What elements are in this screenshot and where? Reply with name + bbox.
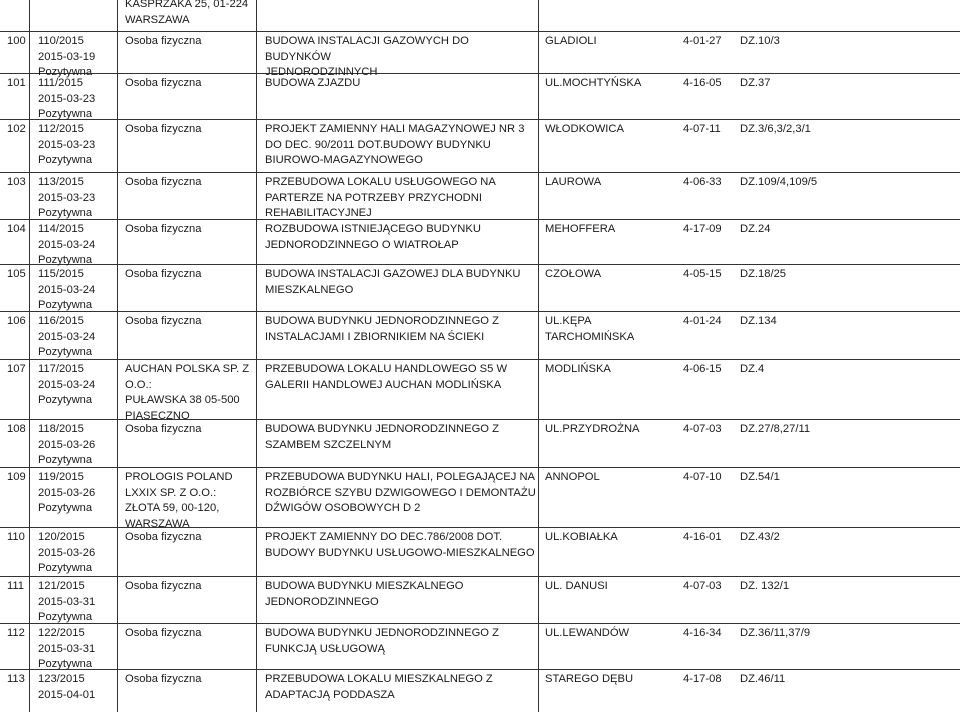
plot-cell: DZ.27/8,27/11 — [740, 423, 811, 435]
grid-line-v — [256, 0, 257, 712]
row-number: 110 — [7, 531, 25, 543]
decision-number: 115/2015 — [38, 268, 84, 280]
row-number: 112 — [7, 627, 25, 639]
plot-cell: DZ.10/3 — [740, 35, 780, 47]
plot-cell: DZ.4 — [740, 363, 765, 375]
decision-number: 120/2015 — [38, 531, 85, 543]
decision-date: 2015-03-31 — [38, 642, 96, 655]
precinct-cell: 4-16-34 — [683, 627, 722, 639]
grid-line-h — [0, 264, 960, 265]
precinct-cell: 4-01-27 — [683, 35, 722, 47]
grid-line-h — [0, 359, 960, 360]
plot-cell: DZ.134 — [740, 315, 777, 327]
decision-status: Pozytywna — [38, 562, 93, 574]
precinct-cell: 4-06-15 — [683, 363, 722, 375]
description-cell: BUDOWA BUDYNKU JEDNORODZINNEGO Z SZAMBEM SZCZELNYM — [265, 423, 499, 451]
street-cell: WŁODKOWICA — [545, 123, 624, 135]
decision-number: 118/2015 — [38, 423, 84, 435]
description-cell: PROJEKT ZAMIENNY HALI MAGAZYNOWEJ NR 3 DO DEC. 90/2011 DOT.BUDOWY BUDYNKU BIUROWO-MAGAZYNOWEGO — [265, 123, 525, 166]
row-number: 105 — [7, 268, 26, 280]
investor-cell: Osoba fizyczna — [125, 627, 202, 639]
plot-cell: DZ.46/11 — [740, 673, 786, 685]
plot-cell: DZ.43/2 — [740, 531, 780, 543]
decision-status: Pozytywna — [38, 299, 93, 311]
description-cell: BUDOWA ZJAZDU — [265, 77, 361, 89]
row-number: 101 — [7, 77, 26, 89]
description-cell: ROZBUDOWA ISTNIEJĄCEGO BUDYNKU JEDNORODZINNEGO O WIATROŁAP — [265, 223, 481, 251]
row-number: 103 — [7, 176, 26, 188]
grid-line-h — [0, 576, 960, 577]
grid-line-v — [117, 0, 118, 712]
precinct-cell: 4-05-15 — [683, 268, 722, 280]
decision-status: Pozytywna — [38, 154, 93, 166]
row-number: 104 — [7, 223, 26, 235]
row-number: 111 — [7, 580, 25, 592]
street-cell: UL.PRZYDROŻNA — [545, 423, 640, 435]
plot-cell: DZ.18/25 — [740, 268, 787, 280]
precinct-cell: 4-17-08 — [683, 673, 722, 685]
top-fragment-address: KASPRZAKA 25, 01-224 WARSZAWA — [125, 0, 249, 26]
grid-line-h — [0, 172, 960, 173]
decision-number: 123/2015 — [38, 673, 85, 685]
decision-status: Pozytywna — [38, 502, 93, 514]
row-number: 106 — [7, 315, 26, 327]
street-cell: UL.LEWANDÓW — [545, 627, 630, 639]
decision-date: 2015-03-26 — [38, 438, 96, 451]
precinct-cell: 4-07-03 — [683, 580, 722, 592]
precinct-cell: 4-16-01 — [683, 531, 722, 543]
investor-cell: AUCHAN POLSKA SP. Z O.O.: PUŁAWSKA 38 05-500 PIASECZNO — [125, 363, 250, 422]
decision-number: 114/2015 — [38, 223, 84, 235]
description-cell: BUDOWA INSTALACJI GAZOWEJ DLA BUDYNKU MIESZKALNEGO — [265, 268, 521, 296]
decision-date: 2015-03-31 — [38, 595, 96, 608]
description-cell: PRZEBUDOWA LOKALU MIESZKALNEGO Z ADAPTACJĄ PODDASZA — [265, 673, 493, 701]
plot-cell: DZ. 132/1 — [740, 580, 790, 592]
precinct-cell: 4-16-05 — [683, 77, 722, 89]
decision-date: 2015-03-19 — [38, 50, 96, 63]
grid-line-v — [538, 0, 539, 712]
precinct-cell: 4-01-24 — [683, 315, 722, 327]
description-cell: BUDOWA BUDYNKU JEDNORODZINNEGO Z INSTALACJAMI I ZBIORNIKIEM NA ŚCIEKI — [265, 315, 499, 343]
investor-cell: Osoba fizyczna — [125, 268, 202, 280]
street-cell: UL.KOBIAŁKA — [545, 531, 618, 543]
street-cell: MODLIŃSKA — [545, 363, 611, 375]
investor-cell: Osoba fizyczna — [125, 176, 202, 188]
decision-status: Pozytywna — [38, 658, 93, 670]
investor-cell: Osoba fizyczna — [125, 223, 202, 235]
investor-cell: Osoba fizyczna — [125, 35, 202, 47]
plot-cell: DZ.54/1 — [740, 471, 780, 483]
decision-date: 2015-03-24 — [38, 330, 96, 343]
precinct-cell: 4-06-33 — [683, 176, 722, 188]
decision-status: Pozytywna — [38, 254, 93, 266]
decision-status: Pozytywna — [38, 108, 93, 120]
street-cell: ANNOPOL — [545, 471, 600, 483]
street-cell: UL.MOCHTYŃSKA — [545, 77, 642, 89]
precinct-cell: 4-17-09 — [683, 223, 722, 235]
investor-cell: Osoba fizyczna — [125, 123, 202, 135]
precinct-cell: 4-07-10 — [683, 471, 722, 483]
decision-status: Pozytywna — [38, 611, 93, 623]
grid-line-h — [0, 119, 960, 120]
decision-number: 112/2015 — [38, 123, 84, 135]
street-cell: UL.KĘPA TARCHOMIŃSKA — [545, 315, 635, 343]
plot-cell: DZ.109/4,109/5 — [740, 176, 818, 188]
street-cell: UL. DANUSI — [545, 580, 608, 592]
decision-status: Pozytywna — [38, 454, 93, 466]
description-cell: PROJEKT ZAMIENNY DO DEC.786/2008 DOT. BUDOWY BUDYNKU USŁUGOWO-MIESZKALNEGO — [265, 531, 535, 559]
plot-cell: DZ.24 — [740, 223, 771, 235]
plot-cell: DZ.37 — [740, 77, 771, 89]
street-cell: MEHOFFERA — [545, 223, 616, 235]
decision-number: 116/2015 — [38, 315, 84, 327]
grid-line-h — [0, 311, 960, 312]
description-cell: PRZEBUDOWA LOKALU HANDLOWEGO S5 W GALERII HANDLOWEJ AUCHAN MODLIŃSKA — [265, 363, 508, 391]
decision-date: 2015-03-24 — [38, 283, 96, 296]
decision-status: Pozytywna — [38, 346, 93, 358]
decision-number: 122/2015 — [38, 627, 85, 639]
decision-number: 111/2015 — [38, 77, 83, 89]
investor-cell: Osoba fizyczna — [125, 423, 202, 435]
row-number: 100 — [7, 35, 26, 47]
row-number: 109 — [7, 471, 26, 483]
decision-date: 2015-03-24 — [38, 378, 96, 391]
grid-line-h — [0, 31, 960, 32]
precinct-cell: 4-07-03 — [683, 423, 722, 435]
row-number: 107 — [7, 363, 26, 375]
investor-cell: PROLOGIS POLAND LXXIX SP. Z O.O.: ZŁOTA 59, 00-120, WARSZAWA — [125, 471, 233, 530]
precinct-cell: 4-07-11 — [683, 123, 721, 135]
decision-number: 119/2015 — [38, 471, 84, 483]
investor-cell: Osoba fizyczna — [125, 315, 202, 327]
decision-date: 2015-03-23 — [38, 92, 96, 105]
investor-cell: Osoba fizyczna — [125, 77, 202, 89]
decision-status: Pozytywna — [38, 394, 93, 406]
street-cell: LAUROWA — [545, 176, 602, 188]
decision-date: 2015-03-24 — [38, 238, 96, 251]
investor-cell: Osoba fizyczna — [125, 580, 202, 592]
decision-date: 2015-04-01 — [38, 688, 96, 701]
decision-number: 110/2015 — [38, 35, 84, 47]
decision-number: 113/2015 — [38, 176, 84, 188]
plot-cell: DZ.36/11,37/9 — [740, 627, 811, 639]
row-number: 113 — [7, 673, 25, 685]
description-cell: BUDOWA BUDYNKU MIESZKALNEGO JEDNORODZINNEGO — [265, 580, 464, 608]
decision-date: 2015-03-23 — [38, 138, 96, 151]
street-cell: GLADIOLI — [545, 35, 597, 47]
decision-number: 117/2015 — [38, 363, 84, 375]
decision-number: 121/2015 — [38, 580, 85, 592]
grid-line-h — [0, 623, 960, 624]
decision-status: Pozytywna — [38, 207, 93, 219]
row-number: 102 — [7, 123, 26, 135]
grid-line-v — [29, 0, 30, 712]
investor-cell: Osoba fizyczna — [125, 531, 202, 543]
decision-date: 2015-03-26 — [38, 486, 96, 499]
description-cell: BUDOWA BUDYNKU JEDNORODZINNEGO Z FUNKCJĄ USŁUGOWĄ — [265, 627, 499, 655]
description-cell: PRZEBUDOWA LOKALU USŁUGOWEGO NA PARTERZE NA POTRZEBY PRZYCHODNI REHABILITACYJNEJ — [265, 176, 496, 219]
description-cell: PRZEBUDOWA BUDYNKU HALI, POLEGAJĄCEJ NA ROZBIÓRCE SZYBU DZWIGOWEGO I DEMONTAŻU DŹWIGÓW OSOBOWYCH D 2 — [265, 471, 536, 514]
description-cell: BUDOWA INSTALACJI GAZOWYCH DO BUDYNKÓW JEDNORODZINNYCH — [265, 35, 469, 78]
decision-status: Pozytywna — [38, 66, 93, 78]
plot-cell: DZ.3/6,3/2,3/1 — [740, 123, 811, 135]
grid-line-h — [0, 669, 960, 670]
grid-line-h — [0, 467, 960, 468]
investor-cell: Osoba fizyczna — [125, 673, 202, 685]
street-cell: STAREGO DĘBU — [545, 673, 634, 685]
street-cell: CZOŁOWA — [545, 268, 602, 280]
decision-date: 2015-03-26 — [38, 546, 96, 559]
decision-date: 2015-03-23 — [38, 191, 96, 204]
row-number: 108 — [7, 423, 26, 435]
